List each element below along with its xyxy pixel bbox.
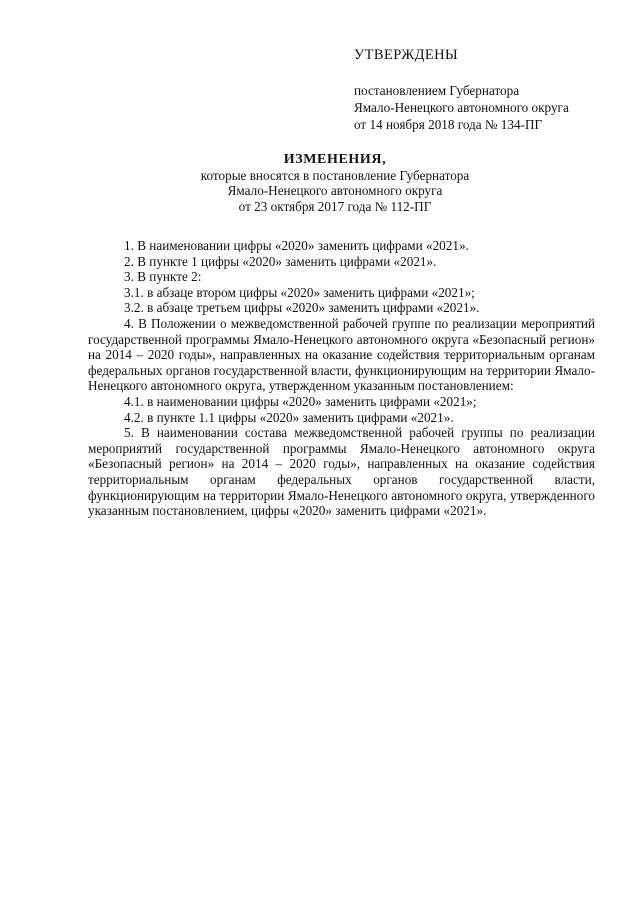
- list-item: 1. В наименовании цифры «2020» заменить цифрами «2021».: [124, 238, 469, 253]
- document-body: [88, 238, 595, 519]
- heading-line: которые вносятся в постановление Губернатора: [200, 167, 470, 183]
- approval-title: УТВЕРЖДЕНЫ: [354, 47, 459, 63]
- list-item: 4.1. в наименовании цифры «2020» заменить цифрами «2021»;: [124, 393, 477, 409]
- heading-line: от 23 октября 2017 года № 112-ПГ: [238, 198, 432, 214]
- heading-line: Ямало-Ненецкого автономного округа: [227, 183, 443, 198]
- list-item: 3.1. в абзаце втором цифры «2020» заменить цифрами «2021»;: [124, 284, 475, 300]
- list-item: 3. В пункте 2:: [124, 269, 202, 285]
- approval-line: постановлением Губернатора: [354, 83, 520, 98]
- document-heading: [60, 152, 610, 214]
- approval-line: от 14 ноября 2018 года № 134-ПГ: [354, 117, 543, 132]
- heading-title: ИЗМЕНЕНИЯ,: [283, 152, 387, 167]
- list-item: 4. В Положении о межведомственной рабочей группе по реализации мероприятий государственной программы Ямало-Ненецкого автономного округа «Безопасный регион» на 2014 – 2020 годы», направленных на оказание содействия территориальным органам федеральных органов государственной власти, функционирующим на территории Ямало-Ненецкого автономного округа, утвержденном указанным постановлением:: [88, 315, 595, 394]
- approval-line: Ямало-Ненецкого автономного округа: [354, 100, 569, 115]
- list-item: 3.2. в абзаце третьем цифры «2020» заменить цифрами «2021».: [124, 300, 480, 316]
- list-item: 5. В наименовании состава межведомственной рабочей группы по реализации мероприятий государственной программы Ямало-Ненецкого автономного округа «Безопасный регион» на 2014 – 2020 годы», направленных на оказание содействия территориальным органам федеральных органов государственной власти, функционирующим на территории Ямало-Ненецкого автономного округа, утвержденного указанным постановлением, цифры «2020» заменить цифрами «2021».: [88, 425, 595, 519]
- approval-block: [354, 47, 624, 133]
- list-item: 2. В пункте 1 цифры «2020» заменить цифрами «2021».: [124, 253, 437, 269]
- list-item: 4.2. в пункте 1.1 цифры «2020» заменить цифрами «2021».: [124, 409, 454, 425]
